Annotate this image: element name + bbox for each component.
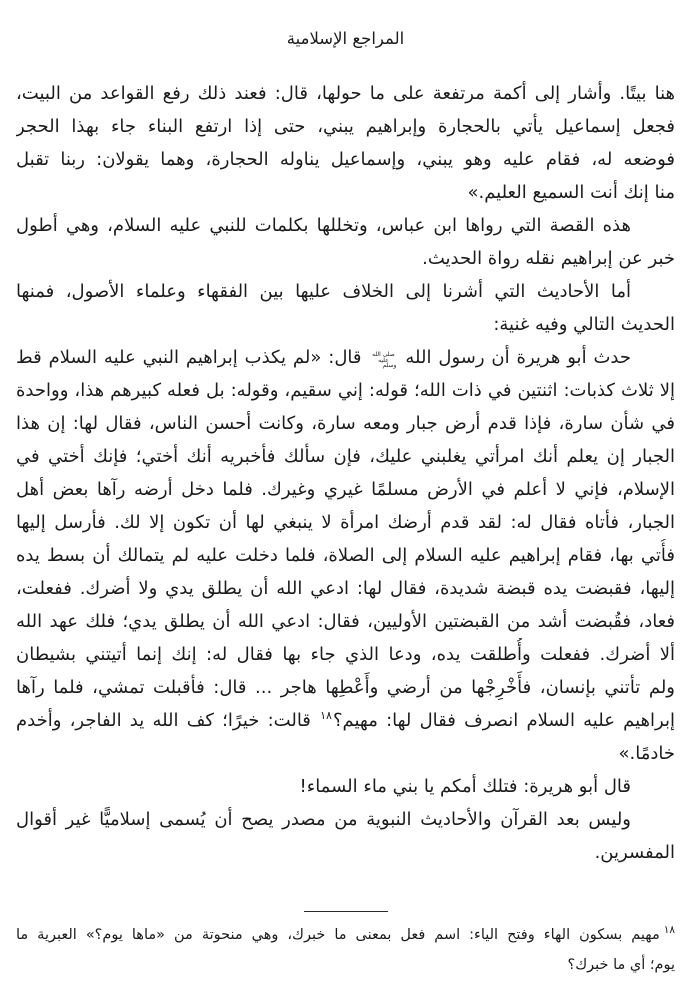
- text-line: [16, 341, 675, 374]
- text-line: الحديث التالي وفيه غنية:: [493, 314, 675, 335]
- text-line: هذه القصة التي رواها ابن عباس، وتخللها بكلمات للنبي عليه السلام، وهي أطول: [16, 215, 631, 236]
- text-line: الجبار إن يعلم أنك امرأتي يغلبني عليك، فإن سألك فأخبريه أنك أختي؛ فإنك أختي في: [16, 446, 675, 467]
- text-line: فعاد، فقُبضت أشد من القبضتين الأوليين، فقال: ادعي الله أن يطلق يدي؛ فلك عهد الله: [16, 611, 675, 632]
- text-line: خبر عن إبراهيم نقله رواة الحديث.: [422, 248, 675, 269]
- text-line: فجعل إسماعيل يأتي بالحجارة وإبراهيم يبني، حتى إذا ارتفع البناء جاء بهذا الحجر: [16, 116, 675, 137]
- text-line: إلا ثلاث كذبات: اثنتين في ذات الله؛ قوله: إني سقيم، وقوله: بل فعله كبيرهم هذا، وواحدة: [16, 380, 675, 401]
- text-line: ولم تأتني بإنسان، فأَخْرِجْها من أرضي وأَعْطِها هاجر ... قال: فأقبلت تمشي، فلما رآها: [16, 677, 675, 698]
- text-segment: قال: «لم يكذب إبراهيم النبي عليه السلام قط: [16, 347, 362, 368]
- text-line: فوضعه له، فقام عليه وهو يبني، وإسماعيل يناوله الحجارة، وهما يقولان: ربنا تقبل: [16, 149, 675, 170]
- body-text: [16, 77, 675, 869]
- text-line: ألا أضرك. ففعلت وأُطلقت يده، ودعا الذي جاء بها فقال له: إنك إنما أتيتني بشيطان: [16, 644, 675, 665]
- text-line: إليها، فقبضت يده قبضة شديدة، فقال لها: ادعي الله أن يطلق يدي ولا أضرك. ففعلت،: [16, 578, 675, 599]
- footnote: [16, 920, 675, 980]
- footnote-separator: [304, 911, 388, 912]
- text-line: أما الأحاديث التي أشرنا إلى الخلاف عليها بين الفقهاء وعلماء الأصول، فمنها: [16, 281, 631, 302]
- footnote-text: مهيم بسكون الهاء وفتح الياء: اسم فعل بمعنى ما خبرك، وهي منحوتة من «ماها يوم؟» العبرية ما: [16, 927, 660, 943]
- text-line: هنا بيتًا. وأشار إلى أكمة مرتفعة على ما حولها، قال: فعند ذلك رفع القواعد من البيت،: [16, 83, 675, 104]
- text-segment: قالت: خيرًا؛ كف الله يد الفاجر، وأخدم: [16, 710, 311, 731]
- text-line: [16, 704, 675, 737]
- footnote-reference: ١٨: [320, 709, 332, 722]
- footnote-line: [16, 920, 675, 950]
- text-line: منا إنك أنت السميع العليم.»: [467, 182, 675, 203]
- text-line: وليس بعد القرآن والأحاديث النبوية من مصدر يصح أن يُسمى إسلاميًّا غير أقوال: [16, 809, 631, 830]
- text-line: فأُتي بها، فقام إبراهيم عليه السلام إلى الصلاة، فلما دخلت عليه لم يتمالك أن بسط يده: [16, 545, 675, 566]
- footnote-marker: ١٨: [663, 924, 675, 937]
- page-title: المراجع الإسلامية: [286, 29, 405, 48]
- sallallahu-alayhi-wasallam-symbol: صلى الله عليه وسلم: [372, 351, 397, 369]
- text-line: خادمًا.»: [618, 743, 675, 764]
- text-segment: حدث أبو هريرة أن رسول الله: [405, 347, 631, 368]
- footnote-line: يوم؛ أي ما خبرك؟: [567, 957, 675, 973]
- text-line: الإسلام، فإني لا أعلم في الأرض مسلمًا غيري وغيرك. فلما دخل أرضه رآها بعض أهل: [16, 479, 675, 500]
- text-line: الجبار، فأتاه فقال له: لقد قدم أرضك امرأة لا ينبغي لها أن تكون إلا لك. فأرسل إليها: [16, 512, 675, 533]
- text-segment: إبراهيم عليه السلام انصرف فقال لها: مهيم؟: [332, 710, 675, 731]
- text-line: المفسرين.: [594, 842, 675, 863]
- text-line: قال أبو هريرة: فتلك أمكم يا بني ماء السماء!: [299, 776, 631, 797]
- text-line: في شأن سارة، فإذا قدم أرض جبار ومعه سارة، وكانت أحسن الناس، فقال لها: إن هذا: [16, 413, 675, 434]
